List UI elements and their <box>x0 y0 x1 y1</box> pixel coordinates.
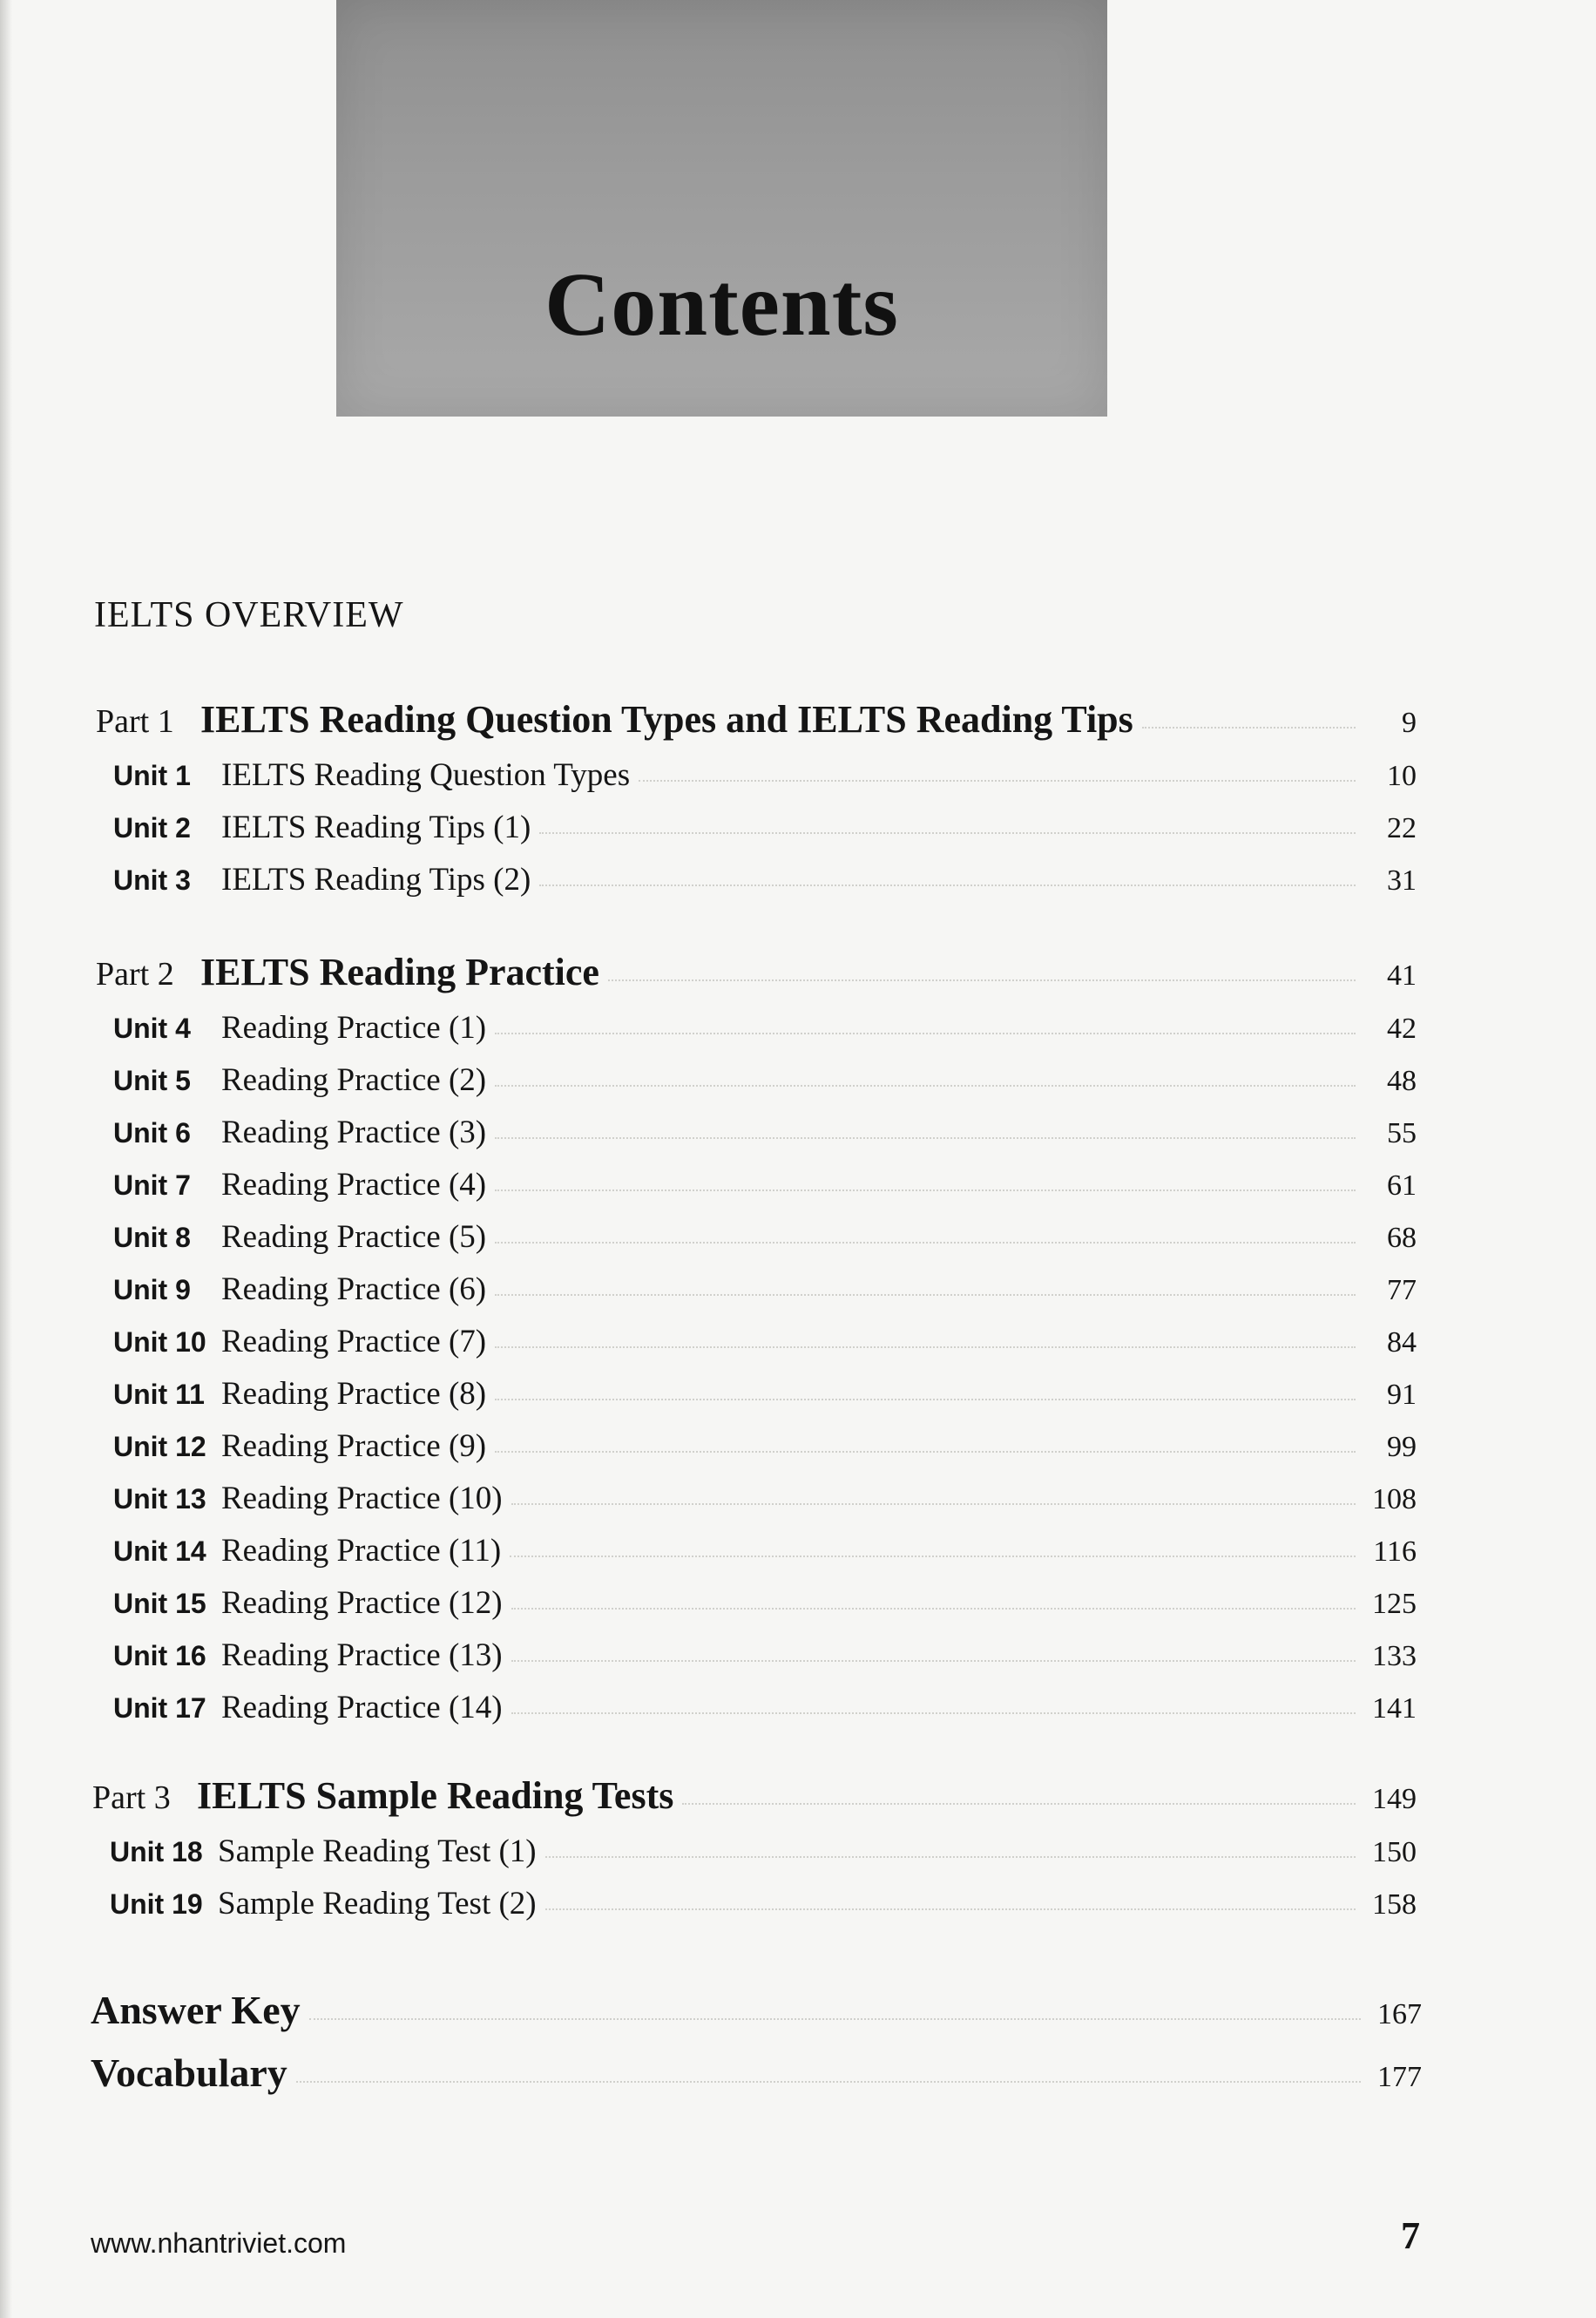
unit-title: Reading Practice (9) <box>221 1428 487 1464</box>
unit-label: Unit 1 <box>113 760 191 791</box>
dot-leader <box>511 1659 1356 1662</box>
unit-title: Reading Practice (14) <box>221 1690 503 1725</box>
page-number: 108 <box>1372 1483 1417 1515</box>
dot-leader <box>682 1802 1356 1805</box>
page-number: 149 <box>1372 1783 1417 1815</box>
dot-leader <box>608 979 1356 981</box>
unit-title: Sample Reading Test (2) <box>218 1886 537 1922</box>
page-number: 42 <box>1387 1013 1417 1045</box>
footer-url: www.nhantriviet.com <box>91 2227 347 2259</box>
unit-label: Unit 11 <box>113 1379 205 1410</box>
page-number: 31 <box>1387 864 1417 897</box>
unit-label: Unit 18 <box>110 1836 203 1867</box>
unit-label: Unit 5 <box>113 1065 191 1096</box>
page-number: 10 <box>1387 760 1417 792</box>
unit-label: Unit 16 <box>113 1640 206 1671</box>
page-number: 141 <box>1372 1692 1417 1725</box>
dot-leader <box>495 1189 1356 1191</box>
dot-leader <box>296 2080 1361 2083</box>
contents-banner <box>336 0 1107 417</box>
dot-leader <box>539 831 1356 834</box>
dot-leader <box>495 1450 1356 1453</box>
unit-label: Unit 7 <box>113 1169 191 1201</box>
unit-label: Unit 2 <box>113 812 191 844</box>
unit-label: Unit 14 <box>113 1535 206 1567</box>
dot-leader <box>309 2017 1361 2020</box>
unit-title: Reading Practice (1) <box>221 1010 487 1046</box>
dot-leader <box>511 1711 1356 1714</box>
page-number: 9 <box>1402 707 1417 739</box>
dot-leader <box>511 1607 1356 1610</box>
unit-title: Reading Practice (13) <box>221 1637 503 1673</box>
page-number: 77 <box>1387 1274 1417 1306</box>
page-number: 116 <box>1373 1535 1417 1568</box>
toc-unit-row <box>113 861 1417 898</box>
page-number: 167 <box>1377 1998 1422 2030</box>
part-title: IELTS Reading Practice <box>200 951 599 993</box>
part-title: IELTS Reading Question Types and IELTS Reading Tips <box>200 698 1133 741</box>
part-title: IELTS Sample Reading Tests <box>197 1774 674 1817</box>
page-number: 55 <box>1387 1117 1417 1149</box>
page-edge-shadow <box>0 0 12 2318</box>
unit-title: IELTS Reading Tips (2) <box>221 862 531 898</box>
unit-label: Unit 15 <box>113 1588 206 1619</box>
footer-page-number: 7 <box>1401 2214 1420 2257</box>
toc-unit-row <box>113 1480 1417 1517</box>
toc-unit-row <box>113 1114 1417 1151</box>
unit-label: Unit 17 <box>113 1692 206 1724</box>
toc-unit-row <box>113 1532 1417 1569</box>
unit-title: Reading Practice (5) <box>221 1219 487 1255</box>
toc-unit-row <box>110 1833 1417 1870</box>
dot-leader <box>545 1908 1356 1910</box>
unit-label: Unit 12 <box>113 1431 206 1462</box>
dot-leader <box>495 1032 1356 1034</box>
toc-part-row <box>96 697 1417 742</box>
unit-title: Reading Practice (3) <box>221 1115 487 1150</box>
unit-label: Unit 6 <box>113 1117 191 1149</box>
page-number: 61 <box>1387 1169 1417 1202</box>
toc-unit-row <box>113 1271 1417 1308</box>
toc-part-row <box>92 1773 1417 1818</box>
toc-unit-row <box>113 1323 1417 1360</box>
dot-leader <box>495 1345 1356 1348</box>
toc-unit-row <box>110 1885 1417 1922</box>
page-title: Contents <box>544 254 899 355</box>
unit-title: Reading Practice (7) <box>221 1324 487 1359</box>
unit-title: Reading Practice (8) <box>221 1376 487 1412</box>
dot-leader <box>495 1084 1356 1087</box>
unit-title: Reading Practice (2) <box>221 1062 487 1098</box>
page-number: 22 <box>1387 812 1417 844</box>
toc-unit-row <box>113 1427 1417 1465</box>
dot-leader <box>1142 726 1356 729</box>
toc-part-row <box>96 950 1417 994</box>
unit-title: Sample Reading Test (1) <box>218 1833 537 1869</box>
unit-title: Reading Practice (4) <box>221 1167 487 1203</box>
page-number: 177 <box>1377 2061 1422 2093</box>
section-title: Answer Key <box>91 1988 301 2032</box>
toc-unit-row <box>113 1166 1417 1203</box>
part-label: Part 1 <box>96 703 174 740</box>
page-number: 91 <box>1387 1379 1417 1411</box>
toc-unit-row <box>113 1061 1417 1099</box>
part-label: Part 3 <box>92 1779 171 1816</box>
page-number: 99 <box>1387 1431 1417 1463</box>
dot-leader <box>510 1555 1356 1557</box>
unit-label: Unit 4 <box>113 1013 191 1044</box>
toc-unit-row <box>113 756 1417 794</box>
page-number: 84 <box>1387 1326 1417 1359</box>
unit-title: Reading Practice (11) <box>221 1533 502 1569</box>
dot-leader <box>639 779 1356 782</box>
dot-leader <box>495 1136 1356 1139</box>
page-number: 48 <box>1387 1065 1417 1097</box>
dot-leader <box>495 1293 1356 1296</box>
page-number: 150 <box>1372 1836 1417 1868</box>
page-number: 68 <box>1387 1222 1417 1254</box>
dot-leader <box>495 1241 1356 1244</box>
unit-label: Unit 3 <box>113 864 191 896</box>
page-number: 133 <box>1372 1640 1417 1672</box>
unit-label: Unit 8 <box>113 1222 191 1253</box>
dot-leader <box>539 884 1356 886</box>
part-label: Part 2 <box>96 956 174 993</box>
toc-unit-row <box>113 1584 1417 1622</box>
unit-title: Reading Practice (12) <box>221 1585 503 1621</box>
toc-extra-row <box>91 1987 1422 2033</box>
unit-title: IELTS Reading Question Types <box>221 757 631 793</box>
unit-label: Unit 10 <box>113 1326 206 1358</box>
unit-label: Unit 19 <box>110 1888 203 1920</box>
unit-title: Reading Practice (6) <box>221 1271 487 1307</box>
toc-unit-row <box>113 1375 1417 1413</box>
toc-extra-row <box>91 2050 1422 2096</box>
unit-title: IELTS Reading Tips (1) <box>221 810 531 845</box>
dot-leader <box>495 1398 1356 1400</box>
dot-leader <box>545 1855 1356 1858</box>
unit-title: Reading Practice (10) <box>221 1481 503 1516</box>
unit-label: Unit 13 <box>113 1483 206 1515</box>
toc-unit-row <box>113 809 1417 846</box>
page-number: 158 <box>1372 1888 1417 1921</box>
page-number: 41 <box>1387 959 1417 992</box>
section-title: Vocabulary <box>91 2050 287 2095</box>
overview-heading: IELTS OVERVIEW <box>94 595 404 635</box>
toc-unit-row <box>113 1637 1417 1674</box>
dot-leader <box>511 1502 1356 1505</box>
toc-unit-row <box>113 1689 1417 1726</box>
unit-label: Unit 9 <box>113 1274 191 1305</box>
page-number: 125 <box>1372 1588 1417 1620</box>
toc-unit-row <box>113 1218 1417 1256</box>
toc-unit-row <box>113 1009 1417 1047</box>
